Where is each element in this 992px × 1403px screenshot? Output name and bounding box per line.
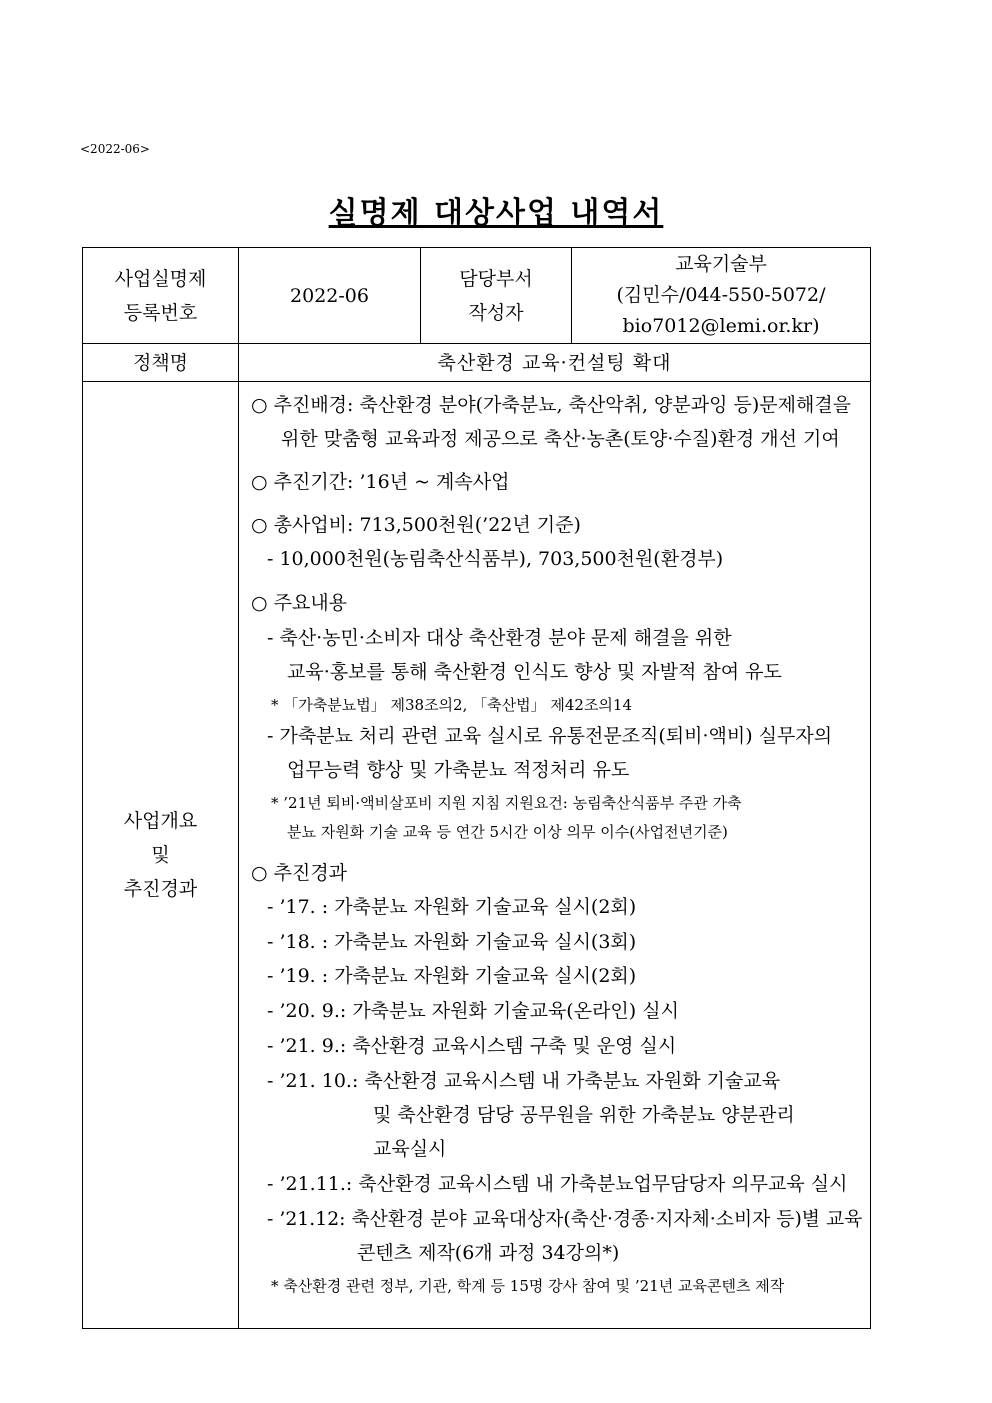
overview-label-line: 추진경과	[123, 878, 198, 900]
reg-label-line: 등록번호	[123, 301, 198, 324]
content-line: 콘텐츠 제작(6개 과정 34강의*)	[357, 1242, 620, 1264]
author-email: bio7012@lemi.or.kr)	[622, 315, 820, 337]
policy-label: 정책명	[132, 351, 189, 374]
content-line: - 축산·농민·소비자 대상 축산환경 분야 문제 해결을 위한	[267, 627, 732, 649]
content-line: - 가축분뇨 처리 관련 교육 실시로 유통전문조직(퇴비·액비) 실무자의	[267, 725, 833, 747]
policy-value: 축산환경 교육·컨설팅 확대	[437, 351, 672, 374]
reg-number-value: 2022-06	[290, 284, 369, 307]
overview-label-line: 및	[151, 844, 170, 866]
author-contact: (김민수/044-550-5072/	[616, 284, 826, 306]
reg-number-label	[83, 248, 238, 343]
content-line: ○ 주요내용	[251, 592, 348, 614]
project-table	[82, 247, 871, 1329]
footnote-line: 분뇨 자원화 기술 교육 등 연간 5시간 이상 의무 이수(사업전년기준)	[287, 823, 728, 841]
dept-label-line: 작성자	[468, 301, 524, 324]
dept-value	[572, 248, 870, 343]
content-line: 교육실시	[373, 1138, 447, 1160]
content-line: - ’18. : 가축분뇨 자원화 기술교육 실시(3회)	[267, 931, 637, 953]
page-title: 실명제 대상사업 내역서	[328, 196, 664, 231]
content-line: 및 축산환경 담당 공무원을 위한 가축분뇨 양분관리	[373, 1104, 795, 1126]
content-line: - ’19. : 가축분뇨 자원화 기술교육 실시(2회)	[267, 965, 637, 987]
dept-label	[421, 248, 571, 343]
content-line: ○ 추진경과	[251, 862, 348, 884]
overview-label-line: 사업개요	[123, 810, 198, 832]
content-line: 교육·홍보를 통해 축산환경 인식도 향상 및 자발적 참여 유도	[287, 661, 782, 683]
footnote-line: * 「가축분뇨법」 제38조의2, 「축산법」 제42조의14	[271, 696, 633, 714]
content-line: - ’21. 9.: 축산환경 교육시스템 구축 및 운영 실시	[267, 1035, 677, 1057]
document-number: <2022-06>	[80, 142, 150, 156]
content-line: - ’21. 10.: 축산환경 교육시스템 내 가축분뇨 자원화 기술교육	[267, 1070, 781, 1092]
content-line: 위한 맞춤형 교육과정 제공으로 축산·농촌(토양·수질)환경 개선 기여	[281, 428, 840, 450]
dept-label-line: 담당부서	[459, 267, 533, 290]
dept-name: 교육기술부	[675, 253, 767, 275]
content-line: ○ 총사업비: 713,500천원(’22년 기준)	[251, 514, 581, 536]
reg-label-line: 사업실명제	[114, 267, 207, 290]
content-line: - ’21.12: 축산환경 분야 교육대상자(축산·경종·지자체·소비자 등)별 교육	[267, 1208, 863, 1230]
content-line: 업무능력 향상 및 가축분뇨 적정처리 유도	[287, 759, 630, 781]
content-line: ○ 추진기간: ’16년 ~ 계속사업	[251, 471, 510, 493]
content-line: - 10,000천원(농림축산식품부), 703,500천원(환경부)	[267, 548, 724, 570]
content-line: - ’20. 9.: 가축분뇨 자원화 기술교육(온라인) 실시	[267, 1000, 679, 1022]
content-line: - ’17. : 가축분뇨 자원화 기술교육 실시(2회)	[267, 896, 637, 918]
footnote-line: * 축산환경 관련 정부, 기관, 학계 등 15명 강사 참여 및 ’21년 교육콘텐츠 제작	[271, 1277, 785, 1295]
overview-label	[83, 382, 238, 1328]
footnote-line: * ’21년 퇴비·액비살포비 지원 지침 지원요건: 농림축산식품부 주관 가축	[271, 794, 742, 812]
overview-content	[239, 382, 870, 1328]
content-line: - ’21.11.: 축산환경 교육시스템 내 가축분뇨업무담당자 의무교육 실시	[267, 1173, 848, 1195]
content-line: ○ 추진배경: 축산환경 분야(가축분뇨, 축산악취, 양분과잉 등)문제해결을	[251, 394, 852, 416]
